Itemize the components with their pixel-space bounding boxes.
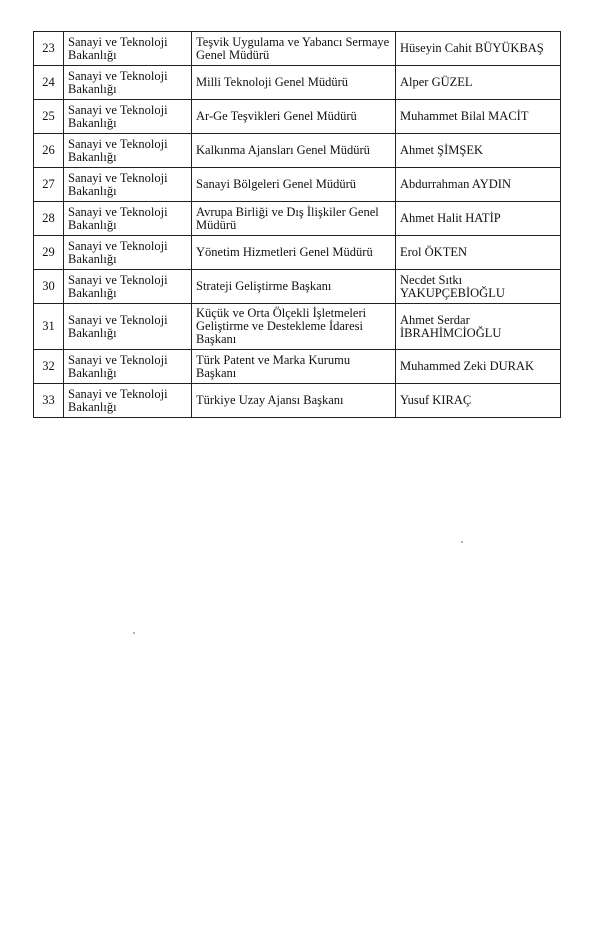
scan-speck (461, 541, 463, 543)
name-cell: Hüseyin Cahit BÜYÜKBAŞ (396, 32, 561, 66)
position-cell: Yönetim Hizmetleri Genel Müdürü (192, 236, 396, 270)
institution-cell: Sanayi ve Teknoloji Bakanlığı (64, 350, 192, 384)
table-row (34, 100, 561, 134)
institution-cell: Sanayi ve Teknoloji Bakanlığı (64, 66, 192, 100)
name-cell: Ahmet Serdar İBRAHİMCİOĞLU (396, 304, 561, 350)
position-cell: Strateji Geliştirme Başkanı (192, 270, 396, 304)
institution-cell: Sanayi ve Teknoloji Bakanlığı (64, 236, 192, 270)
name-cell: Muhammed Zeki DURAK (396, 350, 561, 384)
scan-speck (133, 632, 135, 634)
name-cell: Erol ÖKTEN (396, 236, 561, 270)
institution-cell: Sanayi ve Teknoloji Bakanlığı (64, 202, 192, 236)
table-row (34, 304, 561, 350)
institution-cell: Sanayi ve Teknoloji Bakanlığı (64, 168, 192, 202)
institution-cell: Sanayi ve Teknoloji Bakanlığı (64, 304, 192, 350)
position-cell: Kalkınma Ajansları Genel Müdürü (192, 134, 396, 168)
name-cell: Necdet Sıtkı YAKUPÇEBİOĞLU (396, 270, 561, 304)
row-number: 25 (34, 100, 64, 134)
table-row (34, 384, 561, 418)
name-cell: Yusuf KIRAÇ (396, 384, 561, 418)
table-row (34, 202, 561, 236)
row-number: 26 (34, 134, 64, 168)
table-row (34, 236, 561, 270)
row-number: 32 (34, 350, 64, 384)
name-cell: Alper GÜZEL (396, 66, 561, 100)
table-row (34, 134, 561, 168)
name-cell: Ahmet ŞİMŞEK (396, 134, 561, 168)
institution-cell: Sanayi ve Teknoloji Bakanlığı (64, 270, 192, 304)
institution-cell: Sanayi ve Teknoloji Bakanlığı (64, 100, 192, 134)
institution-cell: Sanayi ve Teknoloji Bakanlığı (64, 384, 192, 418)
row-number: 29 (34, 236, 64, 270)
institution-cell: Sanayi ve Teknoloji Bakanlığı (64, 32, 192, 66)
appointments-table (33, 31, 561, 418)
table-row (34, 350, 561, 384)
position-cell: Teşvik Uygulama ve Yabancı Sermaye Genel Müdürü (192, 32, 396, 66)
institution-cell: Sanayi ve Teknoloji Bakanlığı (64, 134, 192, 168)
position-cell: Ar-Ge Teşvikleri Genel Müdürü (192, 100, 396, 134)
table-row (34, 270, 561, 304)
row-number: 31 (34, 304, 64, 350)
name-cell: Ahmet Halit HATİP (396, 202, 561, 236)
position-cell: Milli Teknoloji Genel Müdürü (192, 66, 396, 100)
position-cell: Küçük ve Orta Ölçekli İşletmeleri Geliştirme ve Destekleme İdaresi Başkanı (192, 304, 396, 350)
row-number: 30 (34, 270, 64, 304)
position-cell: Türk Patent ve Marka Kurumu Başkanı (192, 350, 396, 384)
row-number: 23 (34, 32, 64, 66)
position-cell: Avrupa Birliği ve Dış İlişkiler Genel Müdürü (192, 202, 396, 236)
row-number: 24 (34, 66, 64, 100)
name-cell: Abdurrahman AYDIN (396, 168, 561, 202)
name-cell: Muhammet Bilal MACİT (396, 100, 561, 134)
position-cell: Sanayi Bölgeleri Genel Müdürü (192, 168, 396, 202)
position-cell: Türkiye Uzay Ajansı Başkanı (192, 384, 396, 418)
row-number: 27 (34, 168, 64, 202)
row-number: 28 (34, 202, 64, 236)
table-row (34, 66, 561, 100)
table-row (34, 32, 561, 66)
row-number: 33 (34, 384, 64, 418)
table-row (34, 168, 561, 202)
